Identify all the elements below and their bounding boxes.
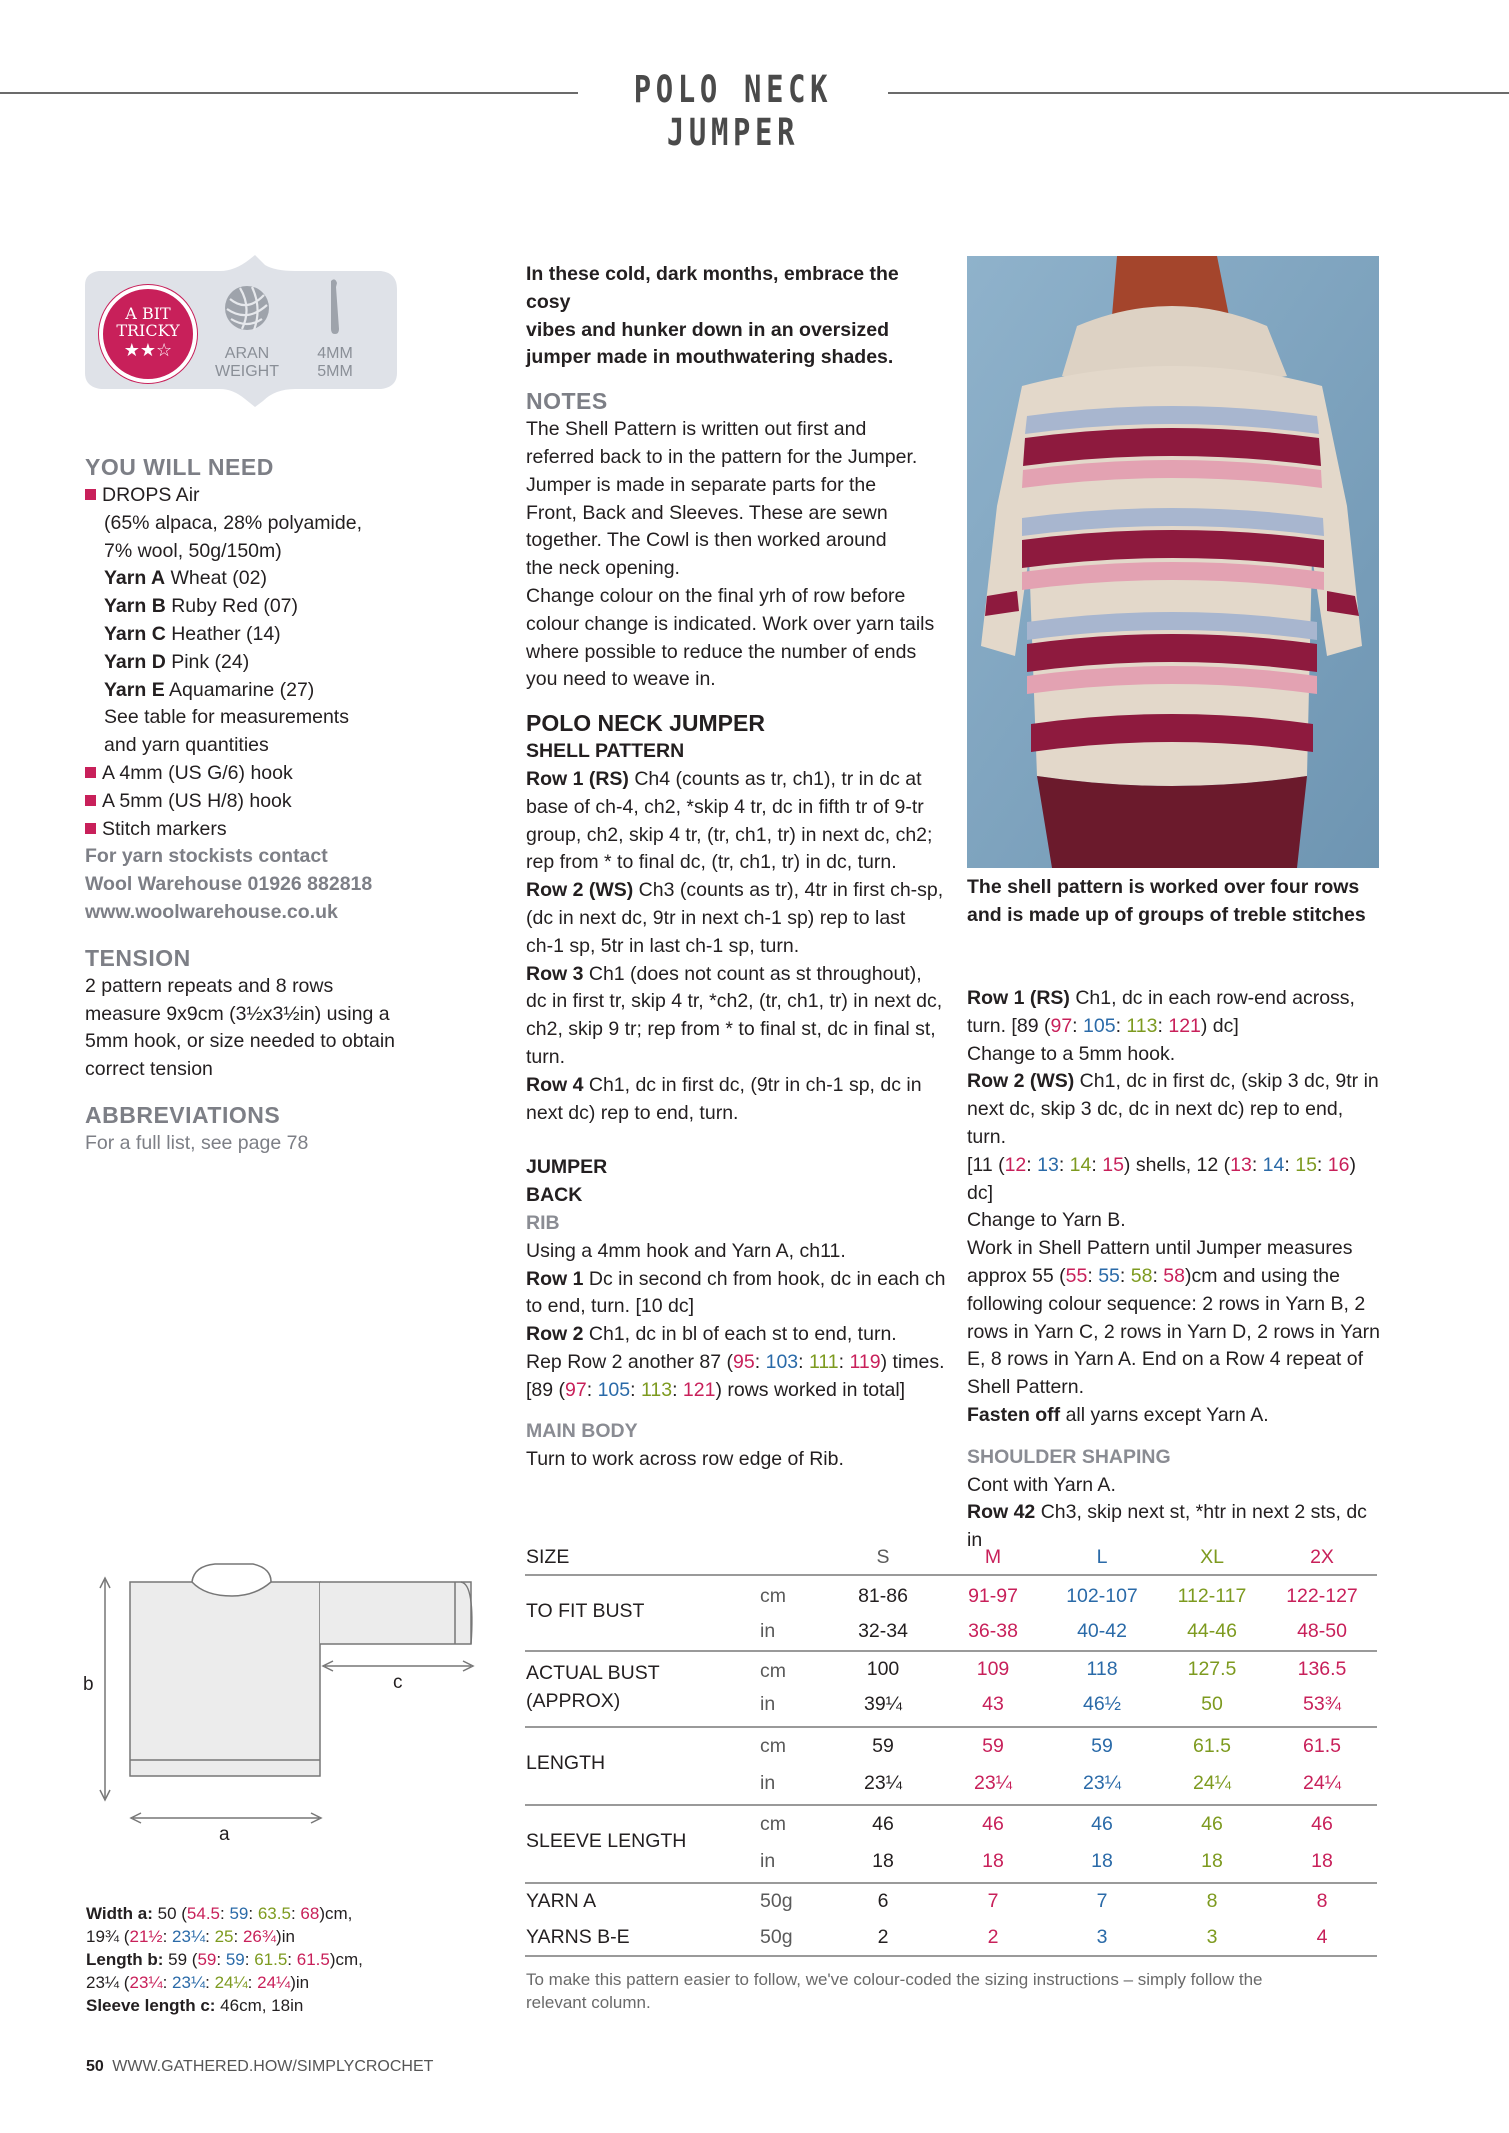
- row-label-yarns-b-e: YARNS B-E: [526, 1926, 630, 1948]
- yarn-a-item: Yarn A Wheat (02): [104, 567, 267, 590]
- see-table-2: and yarn quantities: [104, 734, 269, 757]
- unit-in: in: [760, 1620, 776, 1642]
- difficulty-line1: A BIT: [125, 304, 171, 323]
- notes-line: where possible to reduce the number of ends: [526, 640, 917, 663]
- contact-line-2: Wool Warehouse 01926 882818: [85, 873, 373, 896]
- table-cell: 91-97: [968, 1585, 1018, 1607]
- size-header-label: SIZE: [526, 1546, 570, 1568]
- sleeve-line: Sleeve length c: 46cm, 18in: [86, 1996, 304, 2015]
- unit-in: in: [760, 1772, 776, 1794]
- hook-line1: 4MM: [317, 345, 353, 362]
- abbreviations-heading: ABBREVIATIONS: [85, 1101, 281, 1128]
- back-row-2: Row 2 (WS) Ch1, dc in first dc, (skip 3 dc, 9tr in: [967, 1070, 1379, 1093]
- row-label-actual-bust: ACTUAL BUST: [526, 1662, 660, 1684]
- difficulty-badge-panel: [85, 255, 397, 407]
- tension-line-1: 2 pattern repeats and 8 rows: [85, 974, 334, 997]
- table-cell: 4: [1316, 1926, 1328, 1948]
- unit-cm: cm: [760, 1585, 786, 1607]
- table-cell: 23¼: [864, 1772, 902, 1794]
- photo-caption: The shell pattern is worked over four rows and is made up of groups of treble stitches: [967, 876, 1366, 926]
- table-rule: [525, 1574, 1377, 1576]
- table-rule: [525, 1804, 1377, 1806]
- table-cell: 61.5: [1303, 1735, 1341, 1757]
- table-cell: 46: [1311, 1813, 1333, 1835]
- right-column: [967, 985, 1387, 1555]
- table-cell: 18: [872, 1850, 894, 1872]
- notes-line: colour change is indicated. Work over yarn tails: [526, 612, 935, 635]
- bullet-icon: [85, 767, 96, 778]
- shell-row-3-cont: dc in first tr, skip 4 tr, *ch2, (tr, ch1, tr) in next dc,: [526, 990, 943, 1013]
- table-cell: 44-46: [1187, 1620, 1237, 1642]
- stitch-markers-item: Stitch markers: [85, 816, 415, 844]
- notes-heading: NOTES: [526, 388, 608, 415]
- hook-5mm-item: A 5mm (US H/8) hook: [85, 788, 415, 816]
- unit-50g: 50g: [760, 1926, 793, 1948]
- table-cell: 2: [987, 1926, 999, 1948]
- footer-url[interactable]: WWW.GATHERED.HOW/SIMPLYCROCHET: [112, 2058, 434, 2075]
- notes-line: Change colour on the final yrh of row before: [526, 584, 906, 607]
- yarn-brand-item: DROPS Air: [85, 482, 415, 510]
- table-cell: 109: [976, 1658, 1010, 1680]
- table-cell: 48-50: [1297, 1620, 1347, 1642]
- table-cell: 6: [877, 1890, 889, 1912]
- work-line: Shell Pattern.: [967, 1376, 1085, 1399]
- table-cell: 23¼: [974, 1772, 1012, 1794]
- footer: [86, 2058, 433, 2076]
- header-rule-right: [888, 92, 1509, 94]
- table-cell: 118: [1086, 1658, 1118, 1680]
- shell-row-2-cont: (dc in next dc, 9tr in next ch-1 sp) rep to last: [526, 906, 906, 929]
- yarn-e-item: Yarn E Aquamarine (27): [104, 678, 315, 701]
- table-cell: 61.5: [1193, 1735, 1231, 1757]
- table-cell: 24¼: [1303, 1772, 1341, 1794]
- table-cell: 8: [1316, 1890, 1328, 1912]
- yarn-desc-2: 7% wool, 50g/150m): [104, 539, 282, 562]
- work-line: following colour sequence: 2 rows in Yarn B, 2: [967, 1292, 1366, 1315]
- diagram-label-a: a: [219, 1824, 230, 1845]
- change-yarn: Change to Yarn B.: [967, 1209, 1126, 1232]
- yarn-c-item: Yarn C Heather (14): [104, 622, 281, 645]
- shell-row-3-cont: ch2, skip 9 tr; rep from * to final st, dc in final st,: [526, 1018, 936, 1041]
- row-label-to-fit-bust: TO FIT BUST: [526, 1600, 645, 1622]
- table-cell: 40-42: [1077, 1620, 1127, 1642]
- size-l: L: [1096, 1546, 1108, 1568]
- table-cell: 2: [877, 1926, 889, 1948]
- contact-link[interactable]: www.woolwarehouse.co.uk: [85, 900, 338, 923]
- work-line: rows in Yarn C, 2 rows in Yarn D, 2 rows in Yarn: [967, 1320, 1380, 1343]
- notes-line: referred back to in the pattern for the Jumper.: [526, 445, 918, 468]
- yarn-d-item: Yarn D Pink (24): [104, 650, 250, 673]
- table-cell: 18: [1201, 1850, 1223, 1872]
- table-cell: 102-107: [1066, 1585, 1138, 1607]
- table-cell: 7: [987, 1890, 999, 1912]
- hook-4mm-item: A 4mm (US G/6) hook: [85, 760, 415, 788]
- shell-row-2: Row 2 (WS) Ch3 (counts as tr), 4tr in first ch-sp,: [526, 879, 944, 902]
- shell-row-3: Row 3 Ch1 (does not count as st throughout),: [526, 962, 922, 985]
- size-xl: XL: [1200, 1546, 1224, 1568]
- table-cell: 81-86: [858, 1585, 908, 1607]
- yarn-desc-1: (65% alpaca, 28% polyamide,: [104, 511, 362, 534]
- width-line: Width a: 50 (54.5: 59: 63.5: 68)cm,: [86, 1904, 353, 1923]
- intro-line-3: jumper made in mouthwatering shades.: [526, 346, 894, 369]
- schematic-diagram: [75, 1560, 485, 1860]
- tension-line-2: measure 9x9cm (3½x3½in) using a: [85, 1002, 390, 1025]
- back-row-1: Row 1 (RS) Ch1, dc in each row-end across,: [967, 987, 1355, 1009]
- notes-line: the neck opening.: [526, 557, 680, 580]
- tension-line-3: 5mm hook, or size needed to obtain: [85, 1030, 396, 1053]
- width-in-line: 19¾ (21½: 23¼: 25: 26¾)in: [86, 1927, 295, 1946]
- table-cell: 43: [982, 1693, 1004, 1715]
- weight-line2: WEIGHT: [215, 363, 279, 380]
- notes-line: The Shell Pattern is written out first and: [526, 418, 867, 441]
- table-rule: [525, 1955, 1377, 1957]
- table-cell: 122-127: [1286, 1585, 1358, 1607]
- shell-row-1-cont: base of ch-4, ch2, *skip 4 tr, dc in fifth tr of 9-tr: [526, 795, 924, 818]
- row-label-approx: (APPROX): [526, 1690, 621, 1712]
- rows-total: [89 (97: 105: 113: 121) rows worked in total]: [526, 1378, 906, 1401]
- table-cell: 59: [1091, 1735, 1113, 1757]
- difficulty-stars: ★★☆: [123, 340, 173, 360]
- hook-line2: 5MM: [317, 363, 353, 380]
- bullet-icon: [85, 489, 96, 500]
- table-cell: 100: [866, 1658, 900, 1680]
- row-label-length: LENGTH: [526, 1752, 606, 1774]
- size-2x: 2X: [1310, 1546, 1334, 1568]
- length-in-line: 23¼ (23¼: 23¼: 24¼: 24¼)in: [86, 1973, 310, 1992]
- pattern-title: POLO NECK JUMPER: [526, 710, 765, 737]
- shell-row-1-cont: rep from * to final dc, (tr, ch1, tr) in dc, turn.: [526, 851, 897, 874]
- table-cell: 59: [982, 1735, 1004, 1757]
- table-cell: 23¼: [1083, 1772, 1121, 1794]
- back-heading: BACK: [526, 1184, 583, 1207]
- see-table-1: See table for measurements: [104, 706, 349, 729]
- table-cell: 18: [1091, 1850, 1113, 1872]
- table-cell: 39¼: [864, 1693, 902, 1715]
- table-note-1: To make this pattern easier to follow, we've colour-coded the sizing instructions – simply follow the: [526, 1970, 1263, 1989]
- measurements: [86, 1902, 426, 2017]
- table-note-2: relevant column.: [526, 1993, 651, 2012]
- table-rule: [525, 1650, 1377, 1652]
- unit-cm: cm: [760, 1735, 786, 1757]
- work-measure: approx 55 (55: 55: 58: 58)cm and using the: [967, 1264, 1341, 1287]
- table-rule: [525, 1882, 1377, 1884]
- rib-row-1-cont: to end, turn. [10 dc]: [526, 1295, 695, 1318]
- table-cell: 112-117: [1177, 1585, 1247, 1607]
- row-label-yarn-a: YARN A: [526, 1890, 597, 1912]
- shell-row-4: Row 4 Ch1, dc in first dc, (9tr in ch-1 sp, dc in: [526, 1073, 922, 1096]
- intro-line-2: vibes and hunker down in an oversized: [526, 318, 889, 341]
- yarn-b-item: Yarn B Ruby Red (07): [104, 595, 299, 618]
- shell-row-1-cont: group, ch2, skip 4 tr, (tr, ch1, tr) in next dc, ch2;: [526, 823, 933, 846]
- table-cell: 18: [982, 1850, 1004, 1872]
- fasten-off: Fasten off all yarns except Yarn A.: [967, 1403, 1269, 1426]
- shell-row-3-cont: turn.: [526, 1045, 566, 1068]
- jumper-heading: JUMPER: [526, 1156, 608, 1179]
- rib-row-1: Row 1 Dc in second ch from hook, dc in each ch: [526, 1267, 946, 1290]
- table-cell: 46: [982, 1813, 1004, 1835]
- table-cell: 53¾: [1303, 1693, 1341, 1715]
- page-number: 50: [86, 2058, 104, 2075]
- work-line: E, 8 rows in Yarn A. End on a Row 4 repeat of: [967, 1348, 1364, 1371]
- notes-line: you need to weave in.: [526, 668, 716, 691]
- crochet-hook-icon: [323, 277, 347, 335]
- header-rule-left: [0, 92, 578, 94]
- main-body-text: Turn to work across row edge of Rib.: [526, 1448, 844, 1471]
- table-rule: [525, 1726, 1377, 1728]
- rib-row-2: Row 2 Ch1, dc in bl of each st to end, turn.: [526, 1323, 897, 1346]
- left-column: [85, 452, 415, 1158]
- table-cell: 46: [1091, 1813, 1113, 1835]
- notes-line: Front, Back and Sleeves. These are sewn: [526, 501, 888, 524]
- difficulty-line2: TRICKY: [116, 321, 180, 340]
- shell-pattern-heading: SHELL PATTERN: [526, 740, 685, 763]
- row-42: Row 42 Ch3, skip next st, *htr in next 2 sts, dc in: [967, 1501, 1367, 1552]
- middle-column: [526, 261, 946, 1474]
- table-cell: 3: [1096, 1926, 1108, 1948]
- bullet-icon: [85, 795, 96, 806]
- table-cell: 50: [1201, 1693, 1223, 1715]
- rib-intro: Using a 4mm hook and Yarn A, ch11.: [526, 1239, 846, 1262]
- intro-line-1: In these cold, dark months, embrace the cosy: [526, 263, 899, 313]
- shoulder-text: Cont with Yarn A.: [967, 1473, 1116, 1496]
- diagram-label-b: b: [83, 1674, 94, 1695]
- unit-in: in: [760, 1693, 776, 1715]
- weight-line1: ARAN: [224, 345, 270, 362]
- main-body-heading: MAIN BODY: [526, 1420, 638, 1443]
- size-m: M: [984, 1546, 1002, 1568]
- shell-row-1: Row 1 (RS) Ch4 (counts as tr, ch1), tr in dc at: [526, 767, 922, 790]
- back-row-2-cont: next dc, skip 3 dc, dc in next dc) rep to end, turn.: [967, 1098, 1344, 1148]
- table-cell: 59: [872, 1735, 894, 1757]
- unit-cm: cm: [760, 1813, 786, 1835]
- table-cell: 7: [1096, 1890, 1108, 1912]
- difficulty-circle: [99, 285, 197, 383]
- page-title: POLO NECK JUMPER: [633, 68, 833, 154]
- unit-50g: 50g: [760, 1890, 793, 1912]
- you-will-need-heading: YOU WILL NEED: [85, 454, 274, 480]
- row-label-sleeve-length: SLEEVE LENGTH: [526, 1830, 687, 1852]
- table-cell: 24¼: [1193, 1772, 1231, 1794]
- yarn-ball-icon: [222, 283, 272, 333]
- diagram-label-c: c: [393, 1672, 403, 1693]
- unit-cm: cm: [760, 1660, 786, 1682]
- work-line-1: Work in Shell Pattern until Jumper measures: [967, 1237, 1353, 1260]
- back-row-1-count: turn. [89 (97: 105: 113: 121) dc]: [967, 1014, 1239, 1037]
- shell-row-4-cont: next dc) rep to end, turn.: [526, 1101, 739, 1124]
- change-hook: Change to a 5mm hook.: [967, 1042, 1176, 1065]
- tension-heading: TENSION: [85, 944, 191, 971]
- table-cell: 46: [872, 1813, 894, 1835]
- bullet-icon: [85, 823, 96, 834]
- table-cell: 8: [1206, 1890, 1218, 1912]
- back-row-2-count: [11 (12: 13: 14: 15) shells, 12 (13: 14: 15: 16) dc]: [967, 1153, 1356, 1204]
- rep-row-2: Rep Row 2 another 87 (95: 103: 111: 119) times.: [526, 1350, 945, 1373]
- table-cell: 36-38: [968, 1620, 1018, 1642]
- size-s: S: [876, 1546, 890, 1568]
- notes-line: Jumper is made in separate parts for the: [526, 473, 877, 496]
- shell-row-2-cont: ch-1 sp, 5tr in last ch-1 sp, turn.: [526, 934, 800, 957]
- table-cell: 136.5: [1297, 1658, 1347, 1680]
- jumper-photo: [967, 256, 1379, 868]
- abbreviations-text: For a full list, see page 78: [85, 1131, 309, 1154]
- notes-line: together. The Cowl is then worked around: [526, 529, 887, 552]
- table-cell: 127.5: [1187, 1658, 1237, 1680]
- table-cell: 46: [1201, 1813, 1223, 1835]
- tension-line-4: correct tension: [85, 1058, 213, 1081]
- table-cell: 3: [1206, 1926, 1218, 1948]
- table-cell: 46½: [1083, 1693, 1121, 1715]
- table-cell: 32-34: [858, 1620, 908, 1642]
- contact-line-1: For yarn stockists contact: [85, 845, 328, 868]
- length-line: Length b: 59 (59: 59: 61.5: 61.5)cm,: [86, 1950, 363, 1969]
- rib-heading: RIB: [526, 1211, 560, 1234]
- unit-in: in: [760, 1850, 776, 1872]
- table-cell: 18: [1311, 1850, 1333, 1872]
- shoulder-heading: SHOULDER SHAPING: [967, 1445, 1171, 1468]
